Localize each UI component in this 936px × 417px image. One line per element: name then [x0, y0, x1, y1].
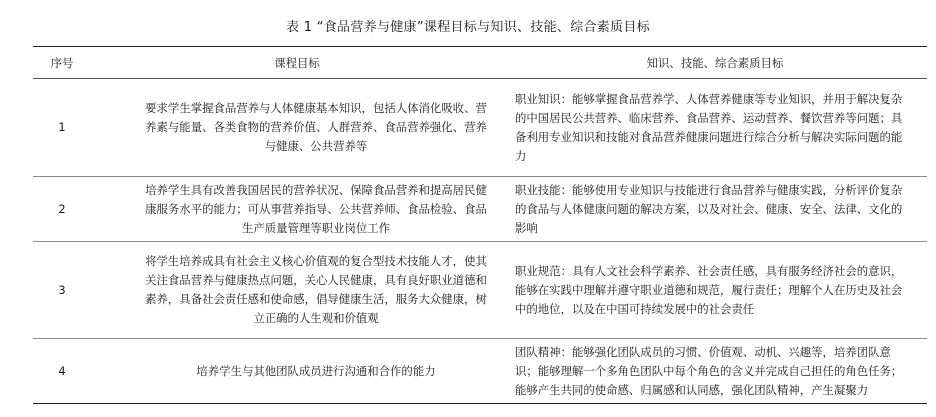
- course-goal-cell: 培养学生与其他团队成员进行沟通和合作的能力: [91, 339, 503, 404]
- row-number: 3: [33, 242, 91, 339]
- header-quality: 知识、技能、综合素质目标: [503, 47, 927, 79]
- header-goal: 课程目标: [91, 47, 503, 79]
- course-goal-cell: 将学生培养成具有社会主义核心价值观的复合型技术技能人才，使其关注食品营养与健康热点问题，关心人民健康，具有良好职业道德和素养，具备社会责任感和使命感，倡导健康生活，服务大众健康，树立正确的人生观和价值观: [91, 242, 503, 339]
- table-row: [33, 242, 927, 339]
- row-number: 2: [33, 177, 91, 242]
- row-number: 4: [33, 339, 91, 404]
- header-no: 序号: [33, 47, 91, 79]
- quality-goal-cell: 职业技能：能够使用专业知识与技能进行食品营养与健康实践，分析评价复杂的食品与人体健康问题的解决方案，以及对社会、健康、安全、法律、文化的影响: [503, 177, 927, 242]
- quality-goal-cell: 职业知识：能够掌握食品营养学、人体营养健康等专业知识，并用于解决复杂的中国居民公共营养、临床营养、食品营养、运动营养、餐饮营养等问题；具备利用专业知识和技能对食品营养健康问题进行综合分析与解决实际问题的能力: [503, 79, 927, 177]
- table-header-row: [33, 47, 927, 79]
- course-goals-table: [33, 46, 927, 404]
- quality-goal-cell: 职业规范：具有人文社会科学素养、社会责任感，具有服务经济社会的意识，能够在实践中理解并遵守职业道德和规范，履行责任；理解个人在历史及社会中的地位，以及在中国可持续发展中的社会责任: [503, 242, 927, 339]
- table-row: [33, 339, 927, 404]
- table-row: [33, 177, 927, 242]
- course-goal-cell: 培养学生具有改善我国居民的营养状况、保障食品营养和提高居民健康服务水平的能力；可从事营养指导、公共营养师、食品检验、食品生产质量管理等职业岗位工作: [91, 177, 503, 242]
- quality-goal-cell: 团队精神：能够强化团队成员的习惯、价值观、动机、兴趣等，培养团队意识；能够理解一个多角色团队中每个角色的含义并完成自己担任的角色任务；能够产生共同的使命感、归属感和认同感，强化团队精神，产生凝聚力: [503, 339, 927, 404]
- course-goal-cell: 要求学生掌握食品营养与人体健康基本知识，包括人体消化吸收、营养素与能量、各类食物的营养价值、人群营养、食品营养强化、营养与健康、公共营养等: [91, 79, 503, 177]
- table-row: [33, 79, 927, 177]
- row-number: 1: [33, 79, 91, 177]
- table-caption: 表 1 “食品营养与健康”课程目标与知识、技能、综合素质目标: [285, 20, 650, 35]
